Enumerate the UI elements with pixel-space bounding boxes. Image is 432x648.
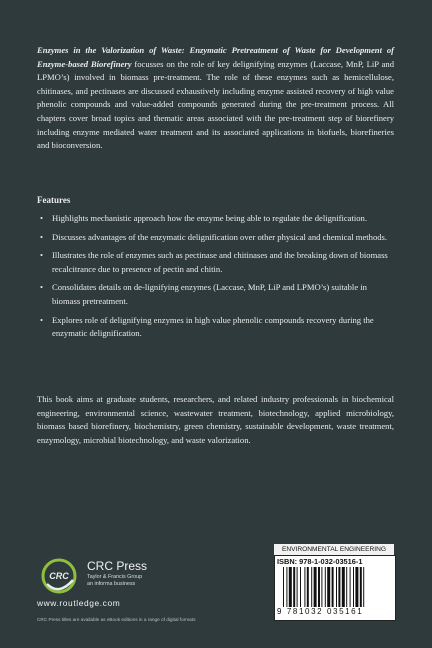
publisher-url[interactable]: www.routledge.com [37,598,121,608]
publisher-tagline: an informa business [87,581,136,587]
feature-item [37,231,389,245]
feature-item [37,249,389,276]
logo-text: CRC [49,571,69,581]
features-heading: Features [37,195,71,205]
description-text: focusses on the role of key delignifying enzymes (Laccase, MnP, LiP and LPMO’s) involved in biomass pre-treatment. The role of these enzymes such as hemicellulose, chitinases, and pectinases are discussed exhaustively including enzyme assisted recovery of high value phenolic compounds and value-added compounds generated during the pre-treatment process. All chapters cover broad topics and thematic areas associated with the pre-treatment step of biorefinery including enzyme mediated water treatment and its associated applications in biofuels, biorefineries and bioconversion. [37,58,394,151]
bullet: • [40,231,44,242]
subject-label: ENVIRONMENTAL ENGINEERING [274,544,394,555]
bullet: • [40,213,44,223]
bullet: • [40,250,44,261]
feature-text: Discusses advantages of the enzymatic delignification over other physical and chemical methods. [52,231,388,242]
feature-text: Consolidates details on de-lignifying enzymes (Laccase, MnP, LiP and LPMO’s) suitable in biomass pretreatment. [52,282,367,306]
feature-text: Highlights mechanistic approach how the enzyme being able to regulate the delignification. [52,213,368,223]
feature-item [37,212,389,226]
audience-paragraph: This book aims at graduate students, researchers, and related industry professionals in biochemical engineering, environmental science, wastewater treatment, biotechnology, applied microbiology, biomass based biorefinery, biochemistry, green chemistry, sustainable development, waste treatment, enzymology, microbial biotechnology, and waste valorization. [37,394,394,445]
feature-item [37,314,389,341]
book-title-italic: Enzymes in the Valorization of Waste: Enzymatic Pretreatment of Waste for Development of Enzyme-based Biorefinery [37,45,394,69]
bullet: • [40,282,44,293]
bullet: • [40,314,44,325]
feature-item [37,281,389,308]
features-list [37,212,389,346]
ebook-note: CRC Press titles are available as eBook editions in a range of digital formats [37,617,196,622]
feature-text: Illustrates the role of enzymes such as pectinase and chitinases and the breaking down of biomass recalcitrance due to presence of pectin and chitin. [52,250,388,274]
barcode-icon [283,567,387,607]
feature-text: Explores role of delignifying enzymes in high value phenolic compounds recovery during the enzymatic delignification. [52,314,374,339]
isbn-label: ISBN: 978-1-032-03516-1 [277,557,363,566]
publisher-name: CRC Press [87,559,148,573]
description-paragraph [37,44,394,153]
publisher-group: Taylor & Francis Group [87,574,143,580]
barcode-number: 9 781032 035161 [277,607,364,616]
barcode-box [274,555,396,621]
